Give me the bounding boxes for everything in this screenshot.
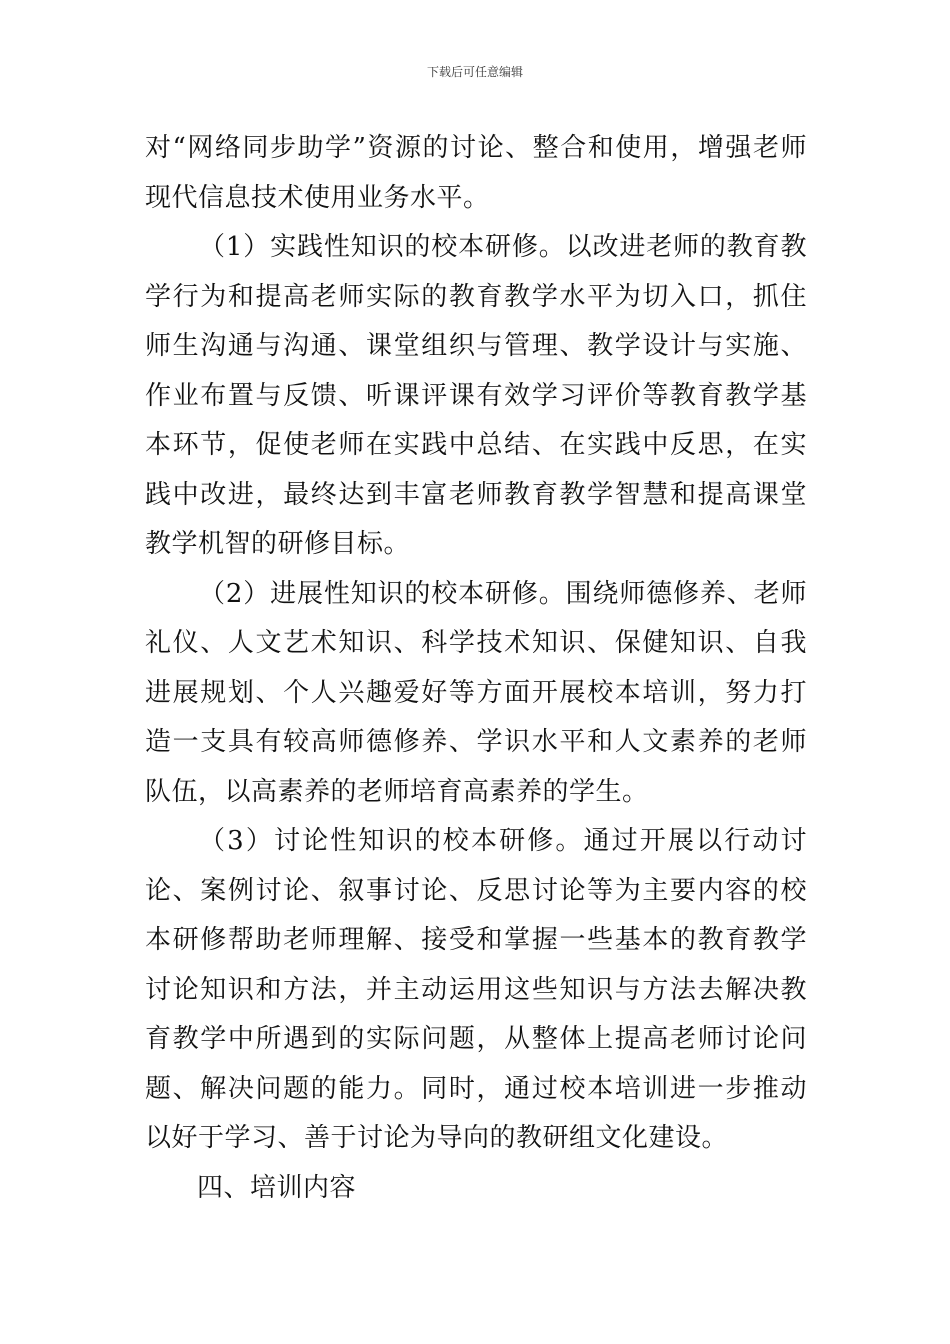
page-header-note: 下载后可任意编辑 bbox=[426, 65, 523, 79]
document-body bbox=[145, 124, 807, 1213]
paragraph-research-knowledge: （3）讨论性知识的校本研修。通过开展以行动讨论、案例讨论、叙事讨论、反思讨论等为主要内容的校本研修帮助老师理解、接受和掌握一些基本的教育教学讨论知识和方法，并主动运用这些知识与方法去解决教育教学中所遇到的实际问题，从整体上提高老师讨论问题、解决问题的能力。同时，通过校本培训进一步推动以好于学习、善于讨论为导向的教研组文化建设。 bbox=[145, 826, 807, 1153]
section-heading-training-content: 四、培训内容 bbox=[197, 1172, 357, 1203]
paragraph-practical-knowledge: （1）实践性知识的校本研修。以改进老师的教育教学行为和提高老师实际的教育教学水平为切入口，抓住师生沟通与沟通、课堂组织与管理、教学设计与实施、作业布置与反馈、听课评课有效学习评价等教育教学基本环节，促使老师在实践中总结、在实践中反思，在实践中改进，最终达到丰富老师教育教学智慧和提高课堂教学机智的研修目标。 bbox=[145, 232, 807, 559]
paragraph-continuation: 对“网络同步助学”资源的讨论、整合和使用，增强老师现代信息技术使用业务水平。 bbox=[145, 133, 807, 213]
paragraph-developmental-knowledge: （2）进展性知识的校本研修。围绕师德修养、老师礼仪、人文艺术知识、科学技术知识、保健知识、自我进展规划、个人兴趣爱好等方面开展校本培训，努力打造一支具有较高师德修养、学识水平和人文素养的老师队伍，以高素养的老师培育高素养的学生。 bbox=[145, 578, 807, 807]
